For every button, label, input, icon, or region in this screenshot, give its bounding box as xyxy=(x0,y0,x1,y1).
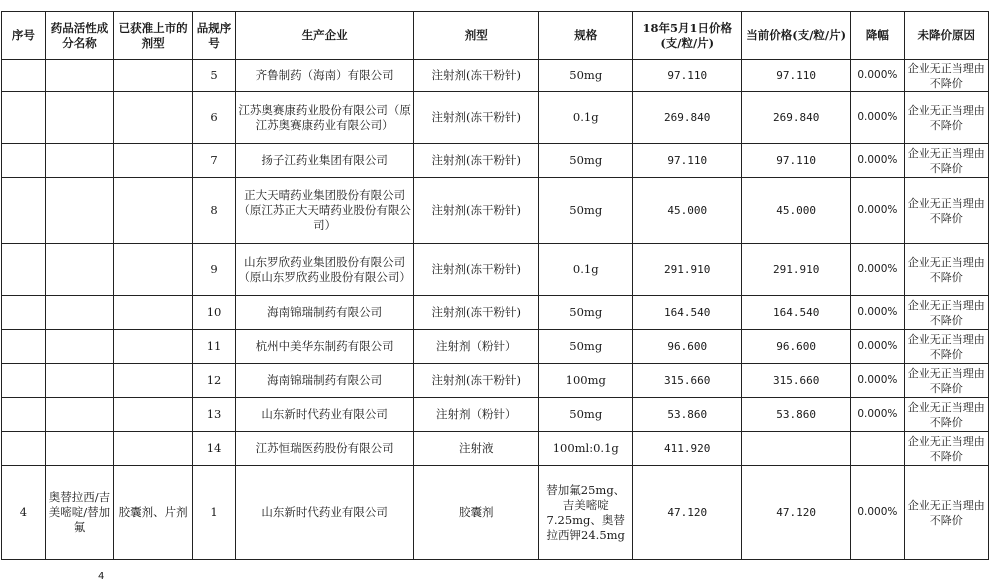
cell-seq xyxy=(2,144,46,178)
cell-drop: 0.000% xyxy=(851,144,904,178)
cell-ingredient xyxy=(45,296,113,330)
cell-price-0501: 97.110 xyxy=(633,144,742,178)
cell-approved-form xyxy=(114,330,193,364)
table-row xyxy=(2,178,989,244)
cell-ingredient xyxy=(45,178,113,244)
cell-drop: 0.000% xyxy=(851,364,904,398)
table-row xyxy=(2,296,989,330)
cell-manufacturer: 江苏恒瑞医药股份有限公司 xyxy=(235,432,413,466)
cell-price-0501: 53.860 xyxy=(633,398,742,432)
cell-approved-form xyxy=(114,296,193,330)
cell-reason: 企业无正当理由不降价 xyxy=(904,60,988,92)
cell-manufacturer: 正大天晴药业集团股份有限公司（原江苏正大天晴药业股份有限公司） xyxy=(235,178,413,244)
drug-price-table xyxy=(1,11,989,560)
cell-price-0501: 164.540 xyxy=(633,296,742,330)
cell-spec: 100mg xyxy=(539,364,633,398)
cell-seq xyxy=(2,330,46,364)
cell-approved-form xyxy=(114,178,193,244)
cell-spec: 0.1g xyxy=(539,92,633,144)
cell-spec-seq: 7 xyxy=(193,144,236,178)
page-mark: 4 xyxy=(98,571,105,582)
cell-spec: 50mg xyxy=(539,178,633,244)
cell-spec-seq: 5 xyxy=(193,60,236,92)
cell-approved-form xyxy=(114,144,193,178)
header-seq: 序号 xyxy=(2,12,46,60)
cell-manufacturer: 海南锦瑞制药有限公司 xyxy=(235,296,413,330)
cell-manufacturer: 海南锦瑞制药有限公司 xyxy=(235,364,413,398)
cell-ingredient xyxy=(45,330,113,364)
header-dosage-form: 剂型 xyxy=(414,12,539,60)
cell-manufacturer: 齐鲁制药（海南）有限公司 xyxy=(235,60,413,92)
table-row xyxy=(2,330,989,364)
cell-drop: 0.000% xyxy=(851,398,904,432)
cell-drop xyxy=(851,432,904,466)
cell-seq xyxy=(2,60,46,92)
cell-approved-form xyxy=(114,92,193,144)
cell-ingredient xyxy=(45,144,113,178)
cell-ingredient xyxy=(45,432,113,466)
header-spec-seq: 品规序号 xyxy=(193,12,236,60)
cell-price-current: 45.000 xyxy=(742,178,851,244)
cell-manufacturer: 山东新时代药业有限公司 xyxy=(235,466,413,560)
cell-spec-seq: 12 xyxy=(193,364,236,398)
header-manufacturer: 生产企业 xyxy=(235,12,413,60)
cell-reason: 企业无正当理由不降价 xyxy=(904,244,988,296)
cell-dosage-form: 注射剂(冻干粉针) xyxy=(414,144,539,178)
cell-spec-seq: 6 xyxy=(193,92,236,144)
header-spec: 规格 xyxy=(539,12,633,60)
table-row xyxy=(2,144,989,178)
cell-price-current: 269.840 xyxy=(742,92,851,144)
cell-ingredient xyxy=(45,244,113,296)
cell-price-current: 97.110 xyxy=(742,144,851,178)
cell-price-0501: 291.910 xyxy=(633,244,742,296)
cell-reason: 企业无正当理由不降价 xyxy=(904,92,988,144)
cell-drop: 0.000% xyxy=(851,244,904,296)
cell-seq xyxy=(2,432,46,466)
cell-ingredient xyxy=(45,398,113,432)
cell-spec: 50mg xyxy=(539,144,633,178)
table-row xyxy=(2,466,989,560)
cell-reason: 企业无正当理由不降价 xyxy=(904,364,988,398)
cell-spec-seq: 1 xyxy=(193,466,236,560)
cell-reason: 企业无正当理由不降价 xyxy=(904,432,988,466)
table-row xyxy=(2,244,989,296)
cell-dosage-form: 注射剂(冻干粉针) xyxy=(414,296,539,330)
header-price-0501: 18年5月1日价格(支/粒/片) xyxy=(633,12,742,60)
cell-price-0501: 411.920 xyxy=(633,432,742,466)
cell-dosage-form: 注射剂（粉针） xyxy=(414,398,539,432)
cell-price-current: 164.540 xyxy=(742,296,851,330)
cell-reason: 企业无正当理由不降价 xyxy=(904,296,988,330)
table-row xyxy=(2,92,989,144)
cell-spec-seq: 9 xyxy=(193,244,236,296)
cell-approved-form: 胶囊剂、片剂 xyxy=(114,466,193,560)
cell-price-0501: 47.120 xyxy=(633,466,742,560)
cell-spec-seq: 11 xyxy=(193,330,236,364)
cell-price-current: 47.120 xyxy=(742,466,851,560)
cell-price-current: 315.660 xyxy=(742,364,851,398)
cell-dosage-form: 注射剂（粉针） xyxy=(414,330,539,364)
cell-price-current: 96.600 xyxy=(742,330,851,364)
cell-spec: 50mg xyxy=(539,296,633,330)
cell-spec: 100ml:0.1g xyxy=(539,432,633,466)
cell-price-current: 97.110 xyxy=(742,60,851,92)
cell-manufacturer: 山东罗欣药业集团股份有限公司（原山东罗欣药业股份有限公司） xyxy=(235,244,413,296)
header-ingredient: 药品活性成分名称 xyxy=(45,12,113,60)
cell-drop: 0.000% xyxy=(851,92,904,144)
cell-drop: 0.000% xyxy=(851,466,904,560)
cell-price-0501: 315.660 xyxy=(633,364,742,398)
cell-reason: 企业无正当理由不降价 xyxy=(904,330,988,364)
cell-spec: 50mg xyxy=(539,60,633,92)
cell-seq: 4 xyxy=(2,466,46,560)
cell-manufacturer: 杭州中美华东制药有限公司 xyxy=(235,330,413,364)
cell-dosage-form: 注射剂(冻干粉针) xyxy=(414,92,539,144)
cell-dosage-form: 注射剂(冻干粉针) xyxy=(414,178,539,244)
cell-price-0501: 96.600 xyxy=(633,330,742,364)
table-row xyxy=(2,364,989,398)
cell-ingredient: 奥替拉西/吉美嘧啶/替加氟 xyxy=(45,466,113,560)
cell-reason: 企业无正当理由不降价 xyxy=(904,178,988,244)
cell-approved-form xyxy=(114,244,193,296)
cell-drop: 0.000% xyxy=(851,330,904,364)
cell-seq xyxy=(2,244,46,296)
cell-dosage-form: 注射液 xyxy=(414,432,539,466)
cell-spec-seq: 8 xyxy=(193,178,236,244)
header-reason: 未降价原因 xyxy=(904,12,988,60)
cell-ingredient xyxy=(45,60,113,92)
cell-drop: 0.000% xyxy=(851,60,904,92)
cell-approved-form xyxy=(114,398,193,432)
cell-spec: 50mg xyxy=(539,398,633,432)
cell-price-0501: 45.000 xyxy=(633,178,742,244)
header-approved-form: 已获准上市的剂型 xyxy=(114,12,193,60)
table-row xyxy=(2,432,989,466)
cell-reason: 企业无正当理由不降价 xyxy=(904,466,988,560)
table-row xyxy=(2,60,989,92)
cell-seq xyxy=(2,92,46,144)
header-drop: 降幅 xyxy=(851,12,904,60)
cell-reason: 企业无正当理由不降价 xyxy=(904,144,988,178)
cell-dosage-form: 注射剂(冻干粉针) xyxy=(414,244,539,296)
cell-price-current: 291.910 xyxy=(742,244,851,296)
cell-seq xyxy=(2,364,46,398)
cell-ingredient xyxy=(45,364,113,398)
cell-manufacturer: 江苏奥赛康药业股份有限公司（原江苏奥赛康药业有限公司） xyxy=(235,92,413,144)
cell-seq xyxy=(2,178,46,244)
cell-dosage-form: 胶囊剂 xyxy=(414,466,539,560)
header-price-current: 当前价格(支/粒/片) xyxy=(742,12,851,60)
cell-price-0501: 269.840 xyxy=(633,92,742,144)
cell-approved-form xyxy=(114,432,193,466)
cell-spec-seq: 14 xyxy=(193,432,236,466)
cell-price-current: 53.860 xyxy=(742,398,851,432)
cell-approved-form xyxy=(114,364,193,398)
cell-dosage-form: 注射剂(冻干粉针) xyxy=(414,364,539,398)
cell-dosage-form: 注射剂(冻干粉针) xyxy=(414,60,539,92)
table-row xyxy=(2,398,989,432)
cell-drop: 0.000% xyxy=(851,296,904,330)
header-row xyxy=(2,12,989,60)
cell-price-current xyxy=(742,432,851,466)
cell-seq xyxy=(2,398,46,432)
cell-ingredient xyxy=(45,92,113,144)
cell-manufacturer: 扬子江药业集团有限公司 xyxy=(235,144,413,178)
cell-manufacturer: 山东新时代药业有限公司 xyxy=(235,398,413,432)
cell-drop: 0.000% xyxy=(851,178,904,244)
cell-price-0501: 97.110 xyxy=(633,60,742,92)
cell-approved-form xyxy=(114,60,193,92)
cell-reason: 企业无正当理由不降价 xyxy=(904,398,988,432)
cell-spec: 替加氟25mg、吉美嘧啶7.25mg、奥替拉西钾24.5mg xyxy=(539,466,633,560)
cell-spec: 50mg xyxy=(539,330,633,364)
cell-spec: 0.1g xyxy=(539,244,633,296)
cell-spec-seq: 13 xyxy=(193,398,236,432)
cell-spec-seq: 10 xyxy=(193,296,236,330)
cell-seq xyxy=(2,296,46,330)
